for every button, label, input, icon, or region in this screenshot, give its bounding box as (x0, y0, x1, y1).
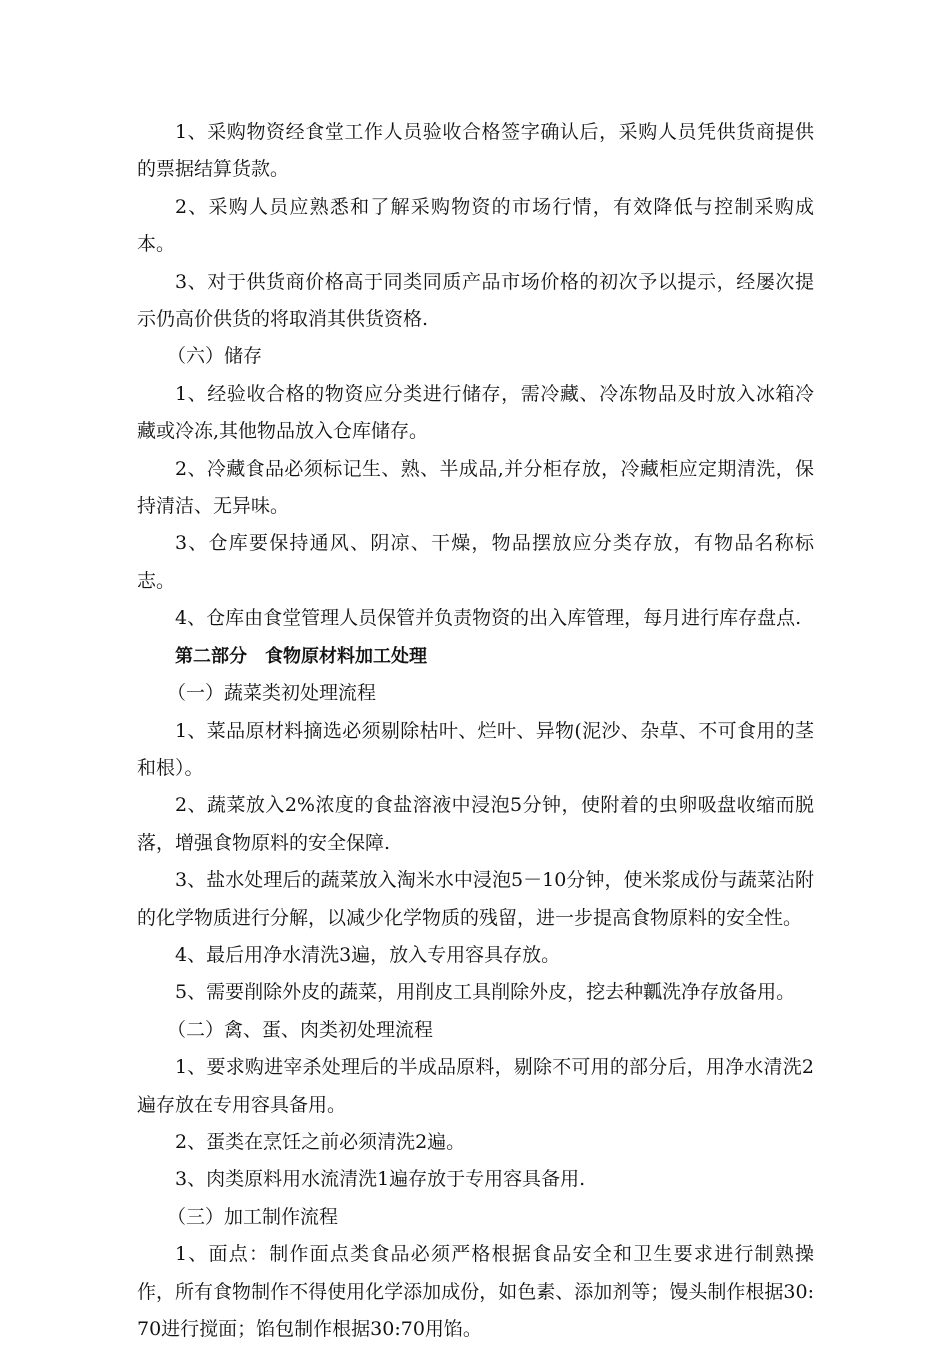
paragraph-price-control: 3、对于供货商价格高于同类同质产品市场价格的初次予以提示，经屡次提示仍高价供货的将取消其供货资格. (137, 270, 814, 331)
paragraph-warehouse-conditions: 3、仓库要保持通风、阴凉、干燥，物品摆放应分类存放，有物品名称标志。 (137, 532, 814, 592)
paragraph-market-research: 2、采购人员应熟悉和了解采购物资的市场行情，有效降低与控制采购成本。 (137, 195, 814, 256)
paragraph-salt-soak: 2、蔬菜放入2%浓度的食盐溶液中浸泡5分钟，使附着的虫卵吸盘收缩而脱落，增强食物原料的安全保障. (137, 794, 814, 854)
paragraph-warehouse-management: 4、仓库由食堂管理人员保管并负责物资的出入库管理，每月进行库存盘点. (175, 607, 802, 630)
paragraph-cold-storage: 2、冷藏食品必须标记生、熟、半成品,并分柜存放，冷藏柜应定期清洗，保持清洁、无异味。 (137, 457, 814, 518)
paragraph-rice-water-soak: 3、盐水处理后的蔬菜放入淘米水中浸泡5－10分钟，使米浆成份与蔬菜沾附的化学物质进行分解，以减少化学物质的残留，进一步提高食物原料的安全性。 (137, 869, 814, 929)
paragraph-egg-wash: 2、蛋类在烹饪之前必须清洗2遍。 (175, 1130, 466, 1153)
paragraph-peeling: 5、需要削除外皮的蔬菜，用削皮工具削除外皮，挖去种瓤洗净存放备用。 (175, 981, 796, 1004)
paragraph-pastry: 1、面点：制作面点类食品必须严格根据食品安全和卫生要求进行制熟操作，所有食物制作不得使用化学添加成份，如色素、添加剂等；馒头制作根据30:70进行搅面；馅包制作根据30:70用馅。 (137, 1243, 814, 1340)
paragraph-rinse: 4、最后用净水清洗3遍，放入专用容具存放。 (175, 943, 561, 966)
section-heading-meat-eggs: （二）禽、蛋、肉类初处理流程 (167, 1018, 434, 1041)
paragraph-meat-purchase: 1、要求购进宰杀处理后的半成品原料，剔除不可用的部分后，用净水清洗2遍存放在专用容具备用。 (137, 1056, 814, 1116)
document-body (137, 114, 814, 1348)
paragraph-vegetable-sorting: 1、菜品原材料摘选必须剔除枯叶、烂叶、异物(泥沙、杂草、不可食用的茎和根）。 (137, 719, 814, 779)
section-heading-production: （三）加工制作流程 (167, 1205, 339, 1228)
paragraph-meat-wash: 3、肉类原料用水流清洗1遍存放于专用容具备用. (175, 1168, 586, 1191)
part-heading-processing: 第二部分 食物原材料加工处理 (175, 645, 427, 667)
section-heading-vegetables: （一）蔬菜类初处理流程 (167, 682, 377, 705)
paragraph-storage-classify: 1、经验收合格的物资应分类进行储存，需冷藏、冷冻物品及时放入冰箱冷藏或冷冻,其他物品放入仓库储存。 (137, 382, 814, 443)
paragraph-payment: 1、采购物资经食堂工作人员验收合格签字确认后，采购人员凭供货商提供的票据结算货款。 (137, 121, 814, 181)
section-heading-storage: （六）储存 (167, 345, 263, 368)
